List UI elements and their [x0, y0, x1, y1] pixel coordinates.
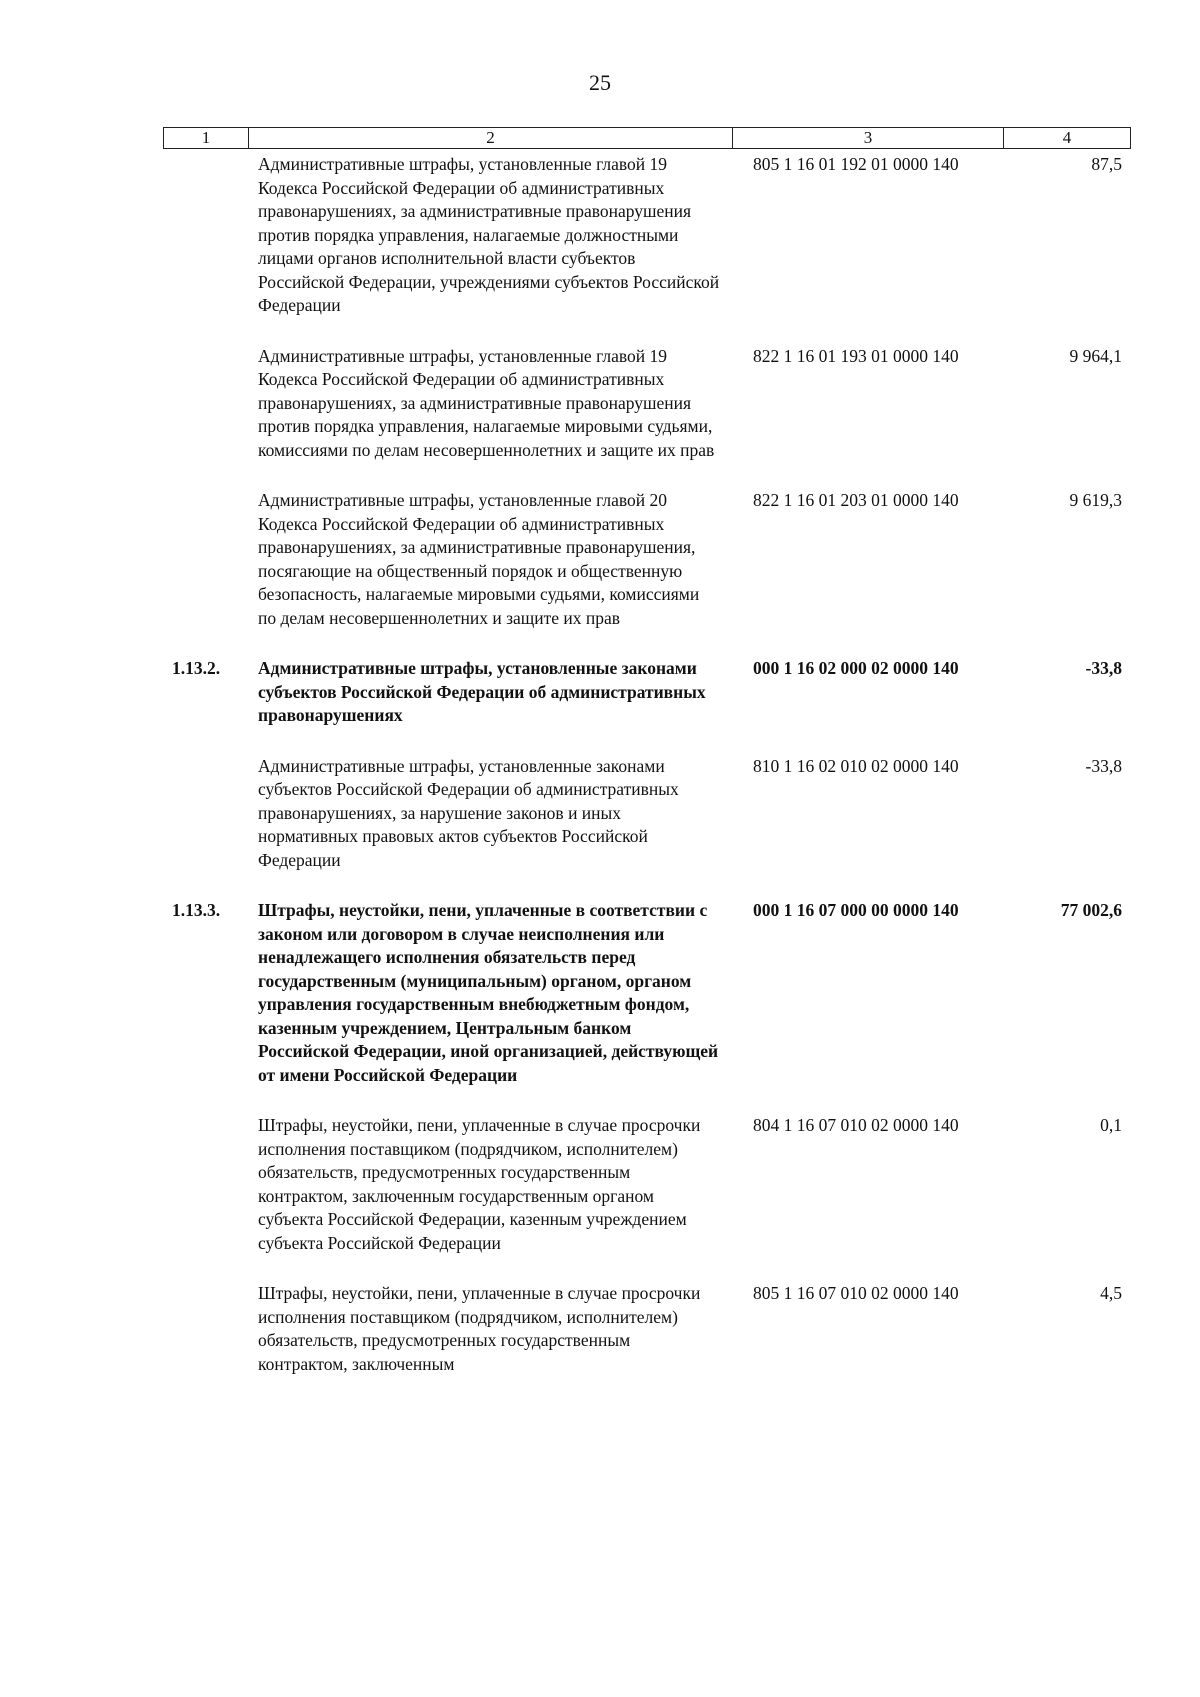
table-row: [163, 345, 1131, 463]
row-description: Административные штрафы, установленные законами субъектов Российской Федерации об административных правонарушениях: [258, 658, 706, 725]
row-number: [163, 1282, 248, 1376]
table-row: [163, 153, 1131, 318]
header-col-4: 4: [1062, 128, 1072, 147]
row-code: 805 1 16 07 010 02 0000 140: [753, 1283, 959, 1303]
row-description: Штрафы, неустойки, пени, уплаченные в случае просрочки исполнения поставщиком (подрядчиком, исполнителем) обязательств, предусмотренных государственным контрактом, заключенным государственным органом субъекта Российской Федерации, казенным учреждением субъекта Российской Федерации: [258, 1115, 701, 1253]
row-description: Штрафы, неустойки, пени, уплаченные в случае просрочки исполнения поставщиком (подрядчиком, исполнителем) обязательств, предусмотренных государственным контрактом, заключенным: [258, 1283, 701, 1374]
row-number: [163, 755, 248, 873]
row-code: 000 1 16 02 000 02 0000 140: [753, 658, 959, 678]
row-value: 77 002,6: [1060, 900, 1122, 920]
table-row: [163, 755, 1131, 873]
row-number: 1.13.2.: [172, 658, 221, 678]
row-description: Штрафы, неустойки, пени, уплаченные в соответствии с законом или договором в случае неисполнения или ненадлежащего исполнения обязательств перед государственным (муниципальным) органом, органом управления государственным внебюджетным фондом, казенным учреждением, Центральным банком Российской Федерации, иной организацией, действующей от имени Российской Федерации: [258, 900, 719, 1085]
header-col-1: 1: [164, 128, 249, 148]
page-number: 25: [589, 70, 611, 95]
row-number: [163, 489, 248, 630]
table-header: [163, 127, 1131, 149]
row-value: 9 964,1: [1069, 345, 1122, 366]
row-description: Административные штрафы, установленные законами субъектов Российской Федерации об административных правонарушениях, за нарушение законов и иных нормативных правовых актов субъектов Российской Федерации: [258, 755, 679, 870]
row-value: -33,8: [1085, 658, 1122, 678]
row-code: 822 1 16 01 203 01 0000 140: [753, 490, 959, 510]
header-col-3: 3: [733, 128, 1004, 148]
table-row: [163, 489, 1131, 630]
header-col-2: 2: [249, 128, 733, 148]
row-value: 0,1: [1100, 1115, 1122, 1135]
row-code: 000 1 16 07 000 00 0000 140: [753, 900, 959, 920]
row-number: 1.13.3.: [172, 900, 221, 920]
row-number: [163, 1114, 248, 1255]
row-value: -33,8: [1085, 755, 1122, 776]
row-description: Административные штрафы, установленные главой 19 Кодекса Российской Федерации об административных правонарушениях, за административные правонарушения против порядка управления, налагаемые должностными лицами органов исполнительной власти субъектов Российской Федерации, учреждениями субъектов Российской Федерации: [258, 154, 720, 315]
row-code: 810 1 16 02 010 02 0000 140: [753, 755, 959, 776]
row-description: Административные штрафы, установленные главой 20 Кодекса Российской Федерации об административных правонарушениях, за административные правонарушения, посягающие на общественный порядок и общественную безопасность, налагаемые мировыми судьями, комиссиями по делам несовершеннолетних и защите их прав: [258, 490, 700, 628]
row-value: 87,5: [1091, 154, 1122, 174]
table-row: [163, 1114, 1131, 1255]
row-value: 9 619,3: [1069, 490, 1122, 510]
table-row: [163, 1282, 1131, 1376]
row-code: 805 1 16 01 192 01 0000 140: [753, 154, 959, 174]
row-number: [163, 345, 248, 463]
row-code: 804 1 16 07 010 02 0000 140: [753, 1115, 959, 1135]
table-row: [163, 899, 1131, 1087]
row-description: Административные штрафы, установленные главой 19 Кодекса Российской Федерации об административных правонарушениях, за административные правонарушения против порядка управления, налагаемые мировыми судьями, комиссиями по делам несовершеннолетних и защите их прав: [258, 345, 715, 460]
table-body: [163, 153, 1131, 1403]
row-number: [163, 153, 248, 318]
row-value: 4,5: [1100, 1283, 1122, 1303]
table-row: [163, 657, 1131, 728]
row-code: 822 1 16 01 193 01 0000 140: [753, 345, 959, 366]
